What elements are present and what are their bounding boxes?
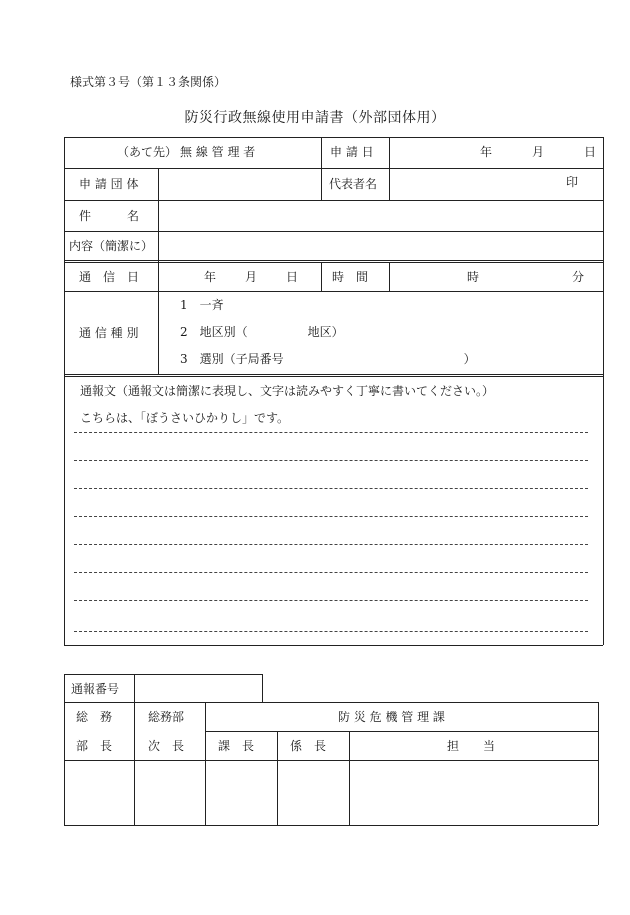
deputy-director-bottom: 次 長 [148, 739, 185, 753]
column-divider [321, 262, 322, 291]
applicant-group-field[interactable] [159, 169, 320, 199]
time-field[interactable] [390, 263, 602, 290]
row-divider [205, 731, 598, 732]
comm-date-day: 日 [286, 270, 299, 284]
seal-box-subsection-chief[interactable] [278, 761, 348, 824]
message-heading: 通報文（通報文は簡潔に表現し、文字は読みやすく丁寧に書いてください。） [80, 384, 495, 398]
subject-field[interactable] [159, 201, 602, 230]
message-line [74, 631, 588, 632]
table-border [64, 825, 598, 826]
table-border [598, 702, 599, 825]
subsection-chief: 係 長 [290, 739, 327, 753]
general-affairs-director-bottom: 部 長 [76, 739, 113, 753]
applicant-group-label: 申 請 団 体 [79, 177, 139, 191]
message-area[interactable] [70, 426, 595, 640]
message-line [74, 600, 588, 601]
section-chief: 課 長 [218, 739, 255, 753]
row-divider [64, 291, 603, 292]
content-label: 内容（簡潔に） [69, 239, 154, 253]
comm-type-selected[interactable]: 3 選別（子局番号 ） [180, 352, 476, 366]
row-divider [64, 260, 603, 261]
message-line [74, 488, 588, 489]
hour-unit: 時 [467, 270, 480, 284]
comm-date-label: 通 信 日 [79, 270, 140, 284]
content-field[interactable] [159, 232, 602, 260]
message-line [74, 572, 588, 573]
general-affairs-director-top: 総 務 [76, 710, 113, 724]
addressee-prefix: （あて先） [117, 145, 178, 159]
date-day: 日 [584, 145, 597, 159]
message-line [74, 544, 588, 545]
representative-label: 代表者名 [329, 177, 378, 191]
date-month: 月 [532, 145, 545, 159]
representative-field[interactable] [390, 169, 560, 199]
seal-box-deputy-director[interactable] [135, 761, 204, 824]
seal-mark: 印 [566, 175, 579, 189]
table-border [262, 674, 263, 702]
comm-date-year: 年 [204, 270, 217, 284]
addressee: 無 線 管 理 者 [180, 145, 256, 159]
application-date-label: 申 請 日 [330, 145, 374, 159]
message-line [74, 432, 588, 433]
column-divider [321, 137, 322, 200]
comm-type-label: 通 信 種 別 [79, 326, 139, 340]
table-border [64, 645, 603, 646]
deputy-director-top: 総務部 [148, 710, 185, 724]
table-border [603, 137, 604, 645]
minute-unit: 分 [572, 270, 585, 284]
message-first-line: こちらは、「ぼうさいひかりし」です。 [80, 411, 290, 425]
row-divider [64, 374, 603, 375]
message-line [74, 460, 588, 461]
person-in-charge: 担 当 [447, 739, 496, 753]
report-number-field[interactable] [135, 675, 261, 701]
comm-type-all[interactable]: 1 一斉 [180, 298, 224, 312]
message-line [74, 516, 588, 517]
document-title: 防災行政無線使用申請書（外部団体用） [184, 110, 446, 126]
time-label: 時 間 [332, 270, 369, 284]
seal-box-general-director[interactable] [65, 761, 133, 824]
comm-type-district[interactable]: 2 地区別（ 地区） [180, 325, 344, 339]
seal-box-person-in-charge[interactable] [350, 761, 597, 824]
division-name: 防 災 危 機 管 理 課 [338, 710, 445, 724]
row-divider [64, 702, 598, 703]
table-border [64, 137, 65, 645]
form-number: 様式第３号（第１３条関係） [70, 75, 227, 89]
date-year: 年 [480, 145, 493, 159]
seal-box-section-chief[interactable] [206, 761, 276, 824]
row-divider [64, 376, 603, 377]
comm-date-month: 月 [245, 270, 258, 284]
application-date-field[interactable] [390, 138, 602, 167]
report-number-label: 通報番号 [71, 682, 120, 696]
subject-label: 件 名 [79, 209, 140, 223]
